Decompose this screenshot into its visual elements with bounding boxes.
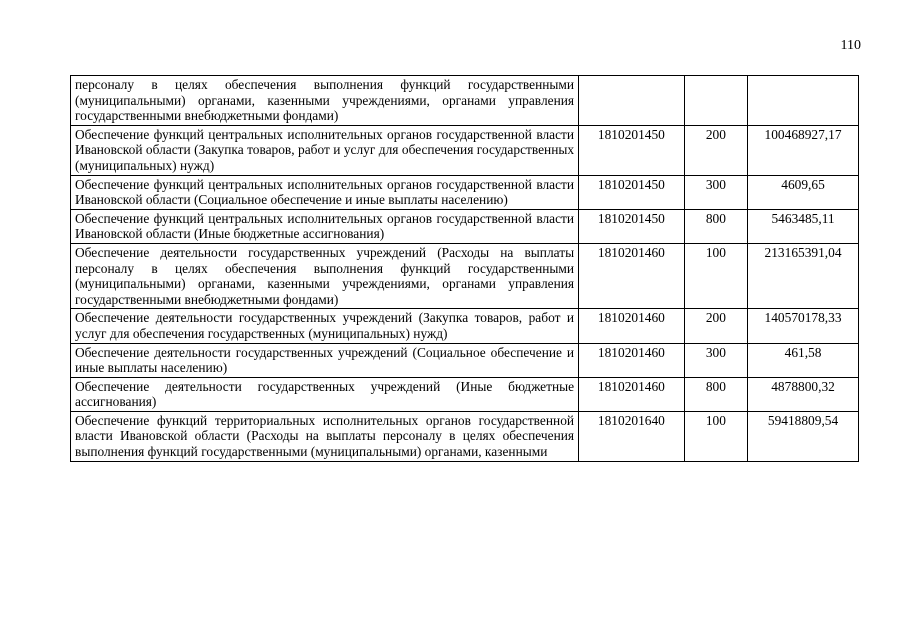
expense-name-cell: Обеспечение деятельности государственных учреждений (Иные бюджетные ассигнования) xyxy=(71,377,579,411)
target-code-cell: 1810201460 xyxy=(579,309,685,343)
expense-name-cell: Обеспечение функций территориальных исполнительных органов государственной власти Ивановской области (Расходы на выплаты персоналу в целях обеспечения выполнения функций государственными (муниципальными) органами, казенными xyxy=(71,411,579,461)
target-code-cell: 1810201450 xyxy=(579,209,685,243)
page-number: 110 xyxy=(840,38,861,53)
expense-name-cell: Обеспечение функций центральных исполнительных органов государственной власти Ивановской области (Социальное обеспечение и иные выплаты населению) xyxy=(71,175,579,209)
expense-type-cell: 300 xyxy=(684,175,747,209)
table-row xyxy=(71,411,859,461)
table-row xyxy=(71,309,859,343)
amount-cell: 5463485,11 xyxy=(748,209,859,243)
expense-type-cell: 100 xyxy=(684,411,747,461)
target-code-cell xyxy=(579,76,685,126)
expense-type-cell: 800 xyxy=(684,209,747,243)
target-code-cell: 1810201460 xyxy=(579,377,685,411)
amount-cell: 213165391,04 xyxy=(748,243,859,308)
target-code-cell: 1810201450 xyxy=(579,125,685,175)
expense-name-cell: Обеспечение деятельности государственных учреждений (Социальное обеспечение и иные выплаты населению) xyxy=(71,343,579,377)
table-row xyxy=(71,209,859,243)
amount-cell: 4609,65 xyxy=(748,175,859,209)
amount-cell: 140570178,33 xyxy=(748,309,859,343)
target-code-cell: 1810201640 xyxy=(579,411,685,461)
table-row xyxy=(71,377,859,411)
amount-cell: 461,58 xyxy=(748,343,859,377)
table-row xyxy=(71,343,859,377)
table-row xyxy=(71,125,859,175)
expense-name-cell: Обеспечение деятельности государственных учреждений (Закупка товаров, работ и услуг для обеспечения государственных (муниципальных) нужд) xyxy=(71,309,579,343)
amount-cell: 59418809,54 xyxy=(748,411,859,461)
expense-type-cell: 800 xyxy=(684,377,747,411)
amount-cell xyxy=(748,76,859,126)
table-row xyxy=(71,175,859,209)
target-code-cell: 1810201460 xyxy=(579,243,685,308)
expense-type-cell xyxy=(684,76,747,126)
expense-name-cell: Обеспечение деятельности государственных учреждений (Расходы на выплаты персоналу в целях обеспечения выполнения функций государственными (муниципальными) органами, казенными учреждениями, органами управления государственными внебюджетными фондами) xyxy=(71,243,579,308)
expense-type-cell: 200 xyxy=(684,309,747,343)
budget-table xyxy=(70,75,859,462)
expense-name-cell: Обеспечение функций центральных исполнительных органов государственной власти Ивановской области (Закупка товаров, работ и услуг для обеспечения государственных (муниципальных) нужд) xyxy=(71,125,579,175)
amount-cell: 100468927,17 xyxy=(748,125,859,175)
expense-name-cell: персоналу в целях обеспечения выполнения функций государственными (муниципальными) органами, казенными учреждениями, органами управления государственными внебюджетными фондами) xyxy=(71,76,579,126)
table-row xyxy=(71,76,859,126)
expense-name-cell: Обеспечение функций центральных исполнительных органов государственной власти Ивановской области (Иные бюджетные ассигнования) xyxy=(71,209,579,243)
expense-type-cell: 200 xyxy=(684,125,747,175)
target-code-cell: 1810201460 xyxy=(579,343,685,377)
table-row xyxy=(71,243,859,308)
amount-cell: 4878800,32 xyxy=(748,377,859,411)
expense-type-cell: 100 xyxy=(684,243,747,308)
expense-type-cell: 300 xyxy=(684,343,747,377)
target-code-cell: 1810201450 xyxy=(579,175,685,209)
